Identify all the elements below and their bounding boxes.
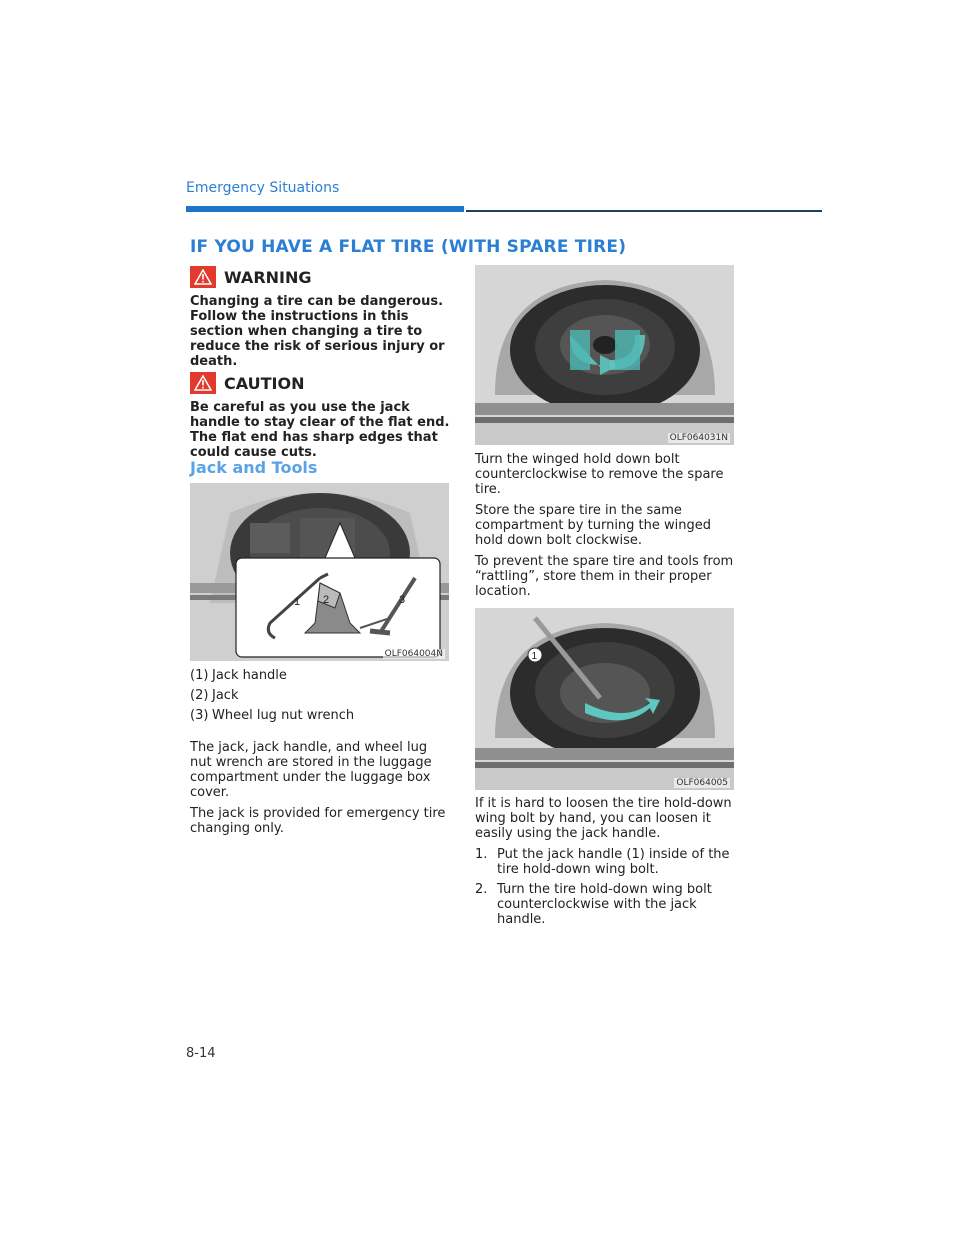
list-item: (1) Jack handle [190,668,287,683]
paragraph: Store the spare tire in the same compartment by turning the winged hold down bolt clockwise. [475,503,712,548]
caution-triangle-icon [190,372,216,394]
paragraph: Turn the winged hold down bolt counterclockwise to remove the spare tire. [475,452,724,497]
figure-code: OLF064004N [384,649,443,659]
figure-code: OLF064005 [676,778,728,788]
warning-text: Changing a tire can be dangerous. Follow the instructions in this section when changing a tire to reduce the risk of serious injury or death. [190,294,445,369]
header-bar-accent [186,206,464,212]
warning-box [190,266,455,369]
loosen-text [475,796,740,932]
caution-box [190,372,455,460]
jack-tools-list [190,668,452,728]
spare-removal-text [475,452,740,605]
jack-tools-heading: Jack and Tools [190,458,318,477]
paragraph: The jack, jack handle, and wheel lug nut wrench are stored in the luggage compartment under the luggage box cover. [190,740,432,800]
warning-label: WARNING [224,267,312,287]
warning-triangle-icon [190,266,216,288]
callout-3: 3 [399,594,406,606]
page-title: IF YOU HAVE A FLAT TIRE (WITH SPARE TIRE) [190,237,627,257]
section-title: Emergency Situations [186,180,340,196]
list-item: 1. Put the jack handle (1) inside of the tire hold-down wing bolt. [475,847,730,877]
jack-tools-text [190,740,452,842]
paragraph: If it is hard to loosen the tire hold-down wing bolt by hand, you can loosen it easily using the jack handle. [475,796,732,841]
callout-2: 2 [323,594,330,606]
callout-1: 1 [531,651,538,662]
list-item: (3) Wheel lug nut wrench [190,708,355,723]
spare-removal-figure [475,265,734,445]
header-bar-line [466,210,822,212]
figure-code: OLF064031N [669,433,728,443]
list-item: (2) Jack [190,688,239,703]
paragraph: The jack is provided for emergency tire changing only. [190,806,446,836]
warning-header [190,266,455,288]
callout-1: 1 [294,596,301,608]
caution-text: Be careful as you use the jack handle to stay clear of the flat end. The flat end has sharp edges that could cause cuts. [190,400,450,460]
list-item: 2. Turn the tire hold-down wing bolt counterclockwise with the jack handle. [475,882,712,927]
page-number: 8-14 [186,1046,216,1061]
loosen-figure [475,608,734,790]
caution-header [190,372,455,394]
jack-tools-figure [190,483,449,661]
paragraph: To prevent the spare tire and tools from “rattling”, store them in their proper location. [475,554,734,599]
caution-label: CAUTION [224,373,305,393]
